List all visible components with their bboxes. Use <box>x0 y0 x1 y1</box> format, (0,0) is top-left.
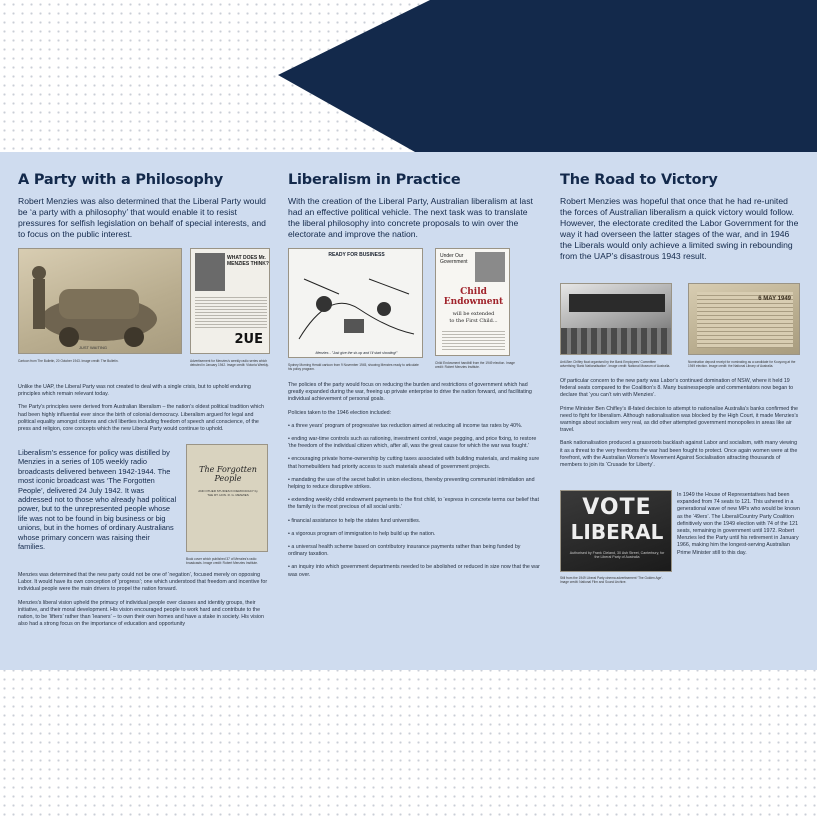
ad-body-lines <box>195 295 267 329</box>
sign-vote: VOTE <box>582 495 652 520</box>
column-practice <box>288 172 540 240</box>
policy-bullet: • ending war-time controls such as rationing, investment control, wage pegging, and price fixing, to restore ‘the freedom of the individual citizen which, after all, was the great cause for which the war was fought.’ <box>288 436 537 450</box>
sign-authorisation: Authorised by Frank Cleland, 30 Ash Street, Canterbury, for the Liberal Party of Australia <box>569 551 665 559</box>
section-title-victory: The Road to Victory <box>560 172 718 188</box>
victory-lead: Robert Menzies was hopeful that once that he had re-united the forces of Australian liberalism a quick victory would follow. However, the electorate credited the Labor Government for the way it had overseen the latter stages of the war, and in 1946 the Liberals would only achieve a limited swing in rebounding from the UAP’s disastrous 1943 result. <box>560 196 799 261</box>
victory-para-3: Bank nationalisation produced a grassroots backlash against Labor and socialism, with many viewing it as a threat to the very freedoms the war had been fought to protect. Once again women were at the forefront, with the Australian Women’s Movement Against Socialisation attracting thousands of members to join its ‘Crusade for Liberty’. <box>560 440 798 469</box>
section-title-philosophy: A Party with a Philosophy <box>18 172 223 188</box>
practice-para-1: The policies of the party would focus on reducing the burden and restrictions of government which had greatly expanded during the war, freeing up private enterprise to drive the nation forward, and facilitating individual achievement of personal goals. <box>288 382 532 403</box>
philosophy-caption-1: Cartoon from The Bulletin, 20 October 1943. Image credit: The Bulletin. <box>18 359 119 363</box>
column-victory <box>560 172 800 262</box>
leaflet-body-lines <box>442 329 505 351</box>
book-cover-image <box>186 444 268 552</box>
crowd <box>561 328 672 355</box>
car-cartoon-icon <box>19 249 182 354</box>
victory-caption-3: Still from the 1949 Liberal Party cinema advertisement ‘The Golden Age’. Image credit: National Film and Sound Archive. <box>560 576 663 584</box>
receipt-date: 6 MAY 1949 <box>758 296 791 302</box>
victory-caption-2: Nomination deposit receipt for nominating as a candidate for Kooyong at the 1949 election. Image credit: the National Library of Australia. <box>688 360 796 368</box>
leaflet-line-1: Under Our <box>440 253 464 259</box>
policy-bullet: • a vigorous program of immigration to help build up the nation. <box>288 530 436 537</box>
deposit-receipt-image <box>688 283 800 355</box>
philosophy-lead: Robert Menzies was also determined that the Liberal Party would be ‘a party with a philosophy’ that would enable it to resist pressures for selfish legislation on behalf of special interests, and to focus on the public interest. <box>18 196 266 239</box>
policy-bullet: • a universal health scheme based on contributory insurance payments rather than being funded by ordinary taxation. <box>288 544 521 558</box>
book-subtitle: AND OTHER STUDIES IN DEMOCRACY by THE RT. HON. R. G. MENZIES <box>198 489 258 497</box>
cartoon-label: JUST WAITING <box>79 345 107 350</box>
philosophy-para-3: Menzies was determined that the new party could not be one of ‘negation’, focused merely on opposing Labor. It would have its own conception of ‘progress’; one which understood that freedom and incentive for individual people were the main drivers to propel the nation forward. <box>18 572 268 593</box>
policy-bullet: • mandating the use of the secret ballot in union elections, thereby preventing communist intimidation and helping to reduce disruptive strikes. <box>288 476 535 491</box>
radio-ad-image <box>190 248 270 354</box>
philosophy-caption-3: Book cover which published 37 of Menzies’s radio broadcasts. Image credit: Robert Menzies Institute. <box>186 557 258 565</box>
philosophy-lead-2: Liberalism’s essence for policy was distilled by Menzies in a series of 105 weekly radio broadcasts delivered between 1942-1944. The most iconic broadcast was ‘The Forgotten People’, delivered 24 July 1942. It was addressed not to those who already had political power, but to the unrepresented people whose life was not to be found in big business or big unions, but in the homes of ordinary Australians whose primary concern was raising their families. <box>18 448 177 552</box>
ad-station: 2UE <box>234 332 263 347</box>
practice-para-2: Policies taken to the 1946 election included: <box>288 409 392 416</box>
cartoon-title: READY FOR BUSINESS <box>328 252 385 258</box>
leaflet-line-5: will be extended <box>452 311 495 317</box>
sign-liberal: LIBERAL <box>570 520 664 544</box>
policy-bullet: • financial assistance to help the states fund universities. <box>288 517 421 524</box>
menzies-portrait <box>195 253 225 291</box>
victory-para-4: In 1949 the House of Representatives had been expanded from 74 seats to 121. This ushered in a generational wave of new MPs who would be known as the ‘49ers’. The Liberal/Country Party Coalition definitively won the 1949 election with 74 of the 121 seats, remaining in government until 1972. Robert Menzies led the Party until his retirement in January 1966, making him the longest-serving Australian Prime Minister still to this day. <box>677 492 800 556</box>
cartoon-figures-icon <box>289 249 423 358</box>
philosophy-para-2: The Party’s principles were derived from Australian liberalism – the nation’s oldest political tradition which had been highly influential ever since the birth of colonial democracy. Liberalism argued for legal and political equality amongst citizens and civil liberties including freedom of speech and conscience, of the press and religion, core concepts which the new Liberal Party would continue to uphold. <box>18 404 264 433</box>
bank-float-photo <box>560 283 672 355</box>
victory-para-1: Of particular concern to the new party was Labor’s continued domination of NSW, where it held 19 federal seats compared to the Coalition’s 8. Many businesspeople and commentators now began to declare that ‘you can’t win with Menzies’. <box>560 378 794 399</box>
philosophy-para-1: Unlike the UAP, the Liberal Party was not created to deal with a single crisis, but to uphold enduring principles which remain relevant today. <box>18 384 251 398</box>
navy-banner-shape <box>0 0 817 152</box>
policy-bullet: • a three years’ program of progressive tax reduction aimed at reducing all income tax rates by 40%. <box>288 422 523 429</box>
philosophy-caption-2: Advertisement for Menzies’s weekly radio series which debuted in January 1942. Image credit: Victoria Weekly. <box>190 359 269 367</box>
practice-caption-2: Child Endowment handbill from the 1949 election. Image credit: Robert Menzies Institute. <box>435 361 515 369</box>
cartoon-image <box>18 248 182 354</box>
practice-lead: With the creation of the Liberal Party, Australian liberalism at last had an effective political vehicle. The next task was to translate the liberal philosophy into concrete proposals to win over the electorate and improve the nation. <box>288 196 533 239</box>
leaflet-line-6: to the First Child... <box>449 318 498 324</box>
policy-bullet: • an inquiry into which government departments needed to be abolished or reduced in size now that the war was over. <box>288 564 540 578</box>
section-title-practice: Liberalism in Practice <box>288 172 461 188</box>
philosophy-para-4: Menzies’s liberal vision upheld the primacy of individual people over classes and identity groups, their initiative, and their moral development. His vision encouraged people to work hard and contribute to the nation, to be ‘lifters’ rather than ‘leaners’ – to own their own homes and have a stake in society. His vision also had a strong focus on the importance of education and opportunity <box>18 599 264 628</box>
victory-para-2: Prime Minister Ben Chifley’s ill-fated decision to attempt to nationalise Australia’s banks confirmed the need to fight for liberalism. Although nationalisation was blocked by the High Court, it made Menzies’s warnings about socialism very real, as did other attempted government monopolies in areas like air travel. <box>560 405 799 434</box>
column-philosophy <box>18 172 270 240</box>
float-banner <box>569 294 665 312</box>
practice-caption-1: Sydney Morning Herald cartoon from 9 November 1945, showing Menzies ready to articulate his policy program. <box>288 363 419 371</box>
leaflet-portrait <box>475 252 505 282</box>
policy-bullet: • extending weekly child endowment payments to the first child, to ‘express in concrete terms our belief that the family is the most precious of all social units.’ <box>288 497 539 511</box>
cartoon-quote: Menzies - "Just give the sh-op and I’ll start shooting!" <box>315 351 398 355</box>
leaflet-line-4: Endowment <box>443 297 504 307</box>
ad-headline: WHAT DOES Mr. MENZIES THINK? <box>227 255 269 267</box>
victory-caption-1: Anti-Ben Chifley float organised by the Bank Employees’ Committee advertising ‘Bank Nationalisation’. Image credit: National Museum of Australia. <box>560 360 671 368</box>
leaflet-line-2: Government <box>440 259 468 265</box>
child-endowment-leaflet <box>435 248 510 356</box>
vote-liberal-still <box>560 490 672 572</box>
book-title: The Forgotten People <box>199 465 257 483</box>
leaflet-line-3: Child <box>460 287 487 297</box>
policy-bullet: • encouraging private home-ownership by cutting taxes associated with building materials, and making sure that homebuilders had priority access to such materials ahead of government projects. <box>288 456 540 470</box>
business-cartoon-image <box>288 248 423 358</box>
